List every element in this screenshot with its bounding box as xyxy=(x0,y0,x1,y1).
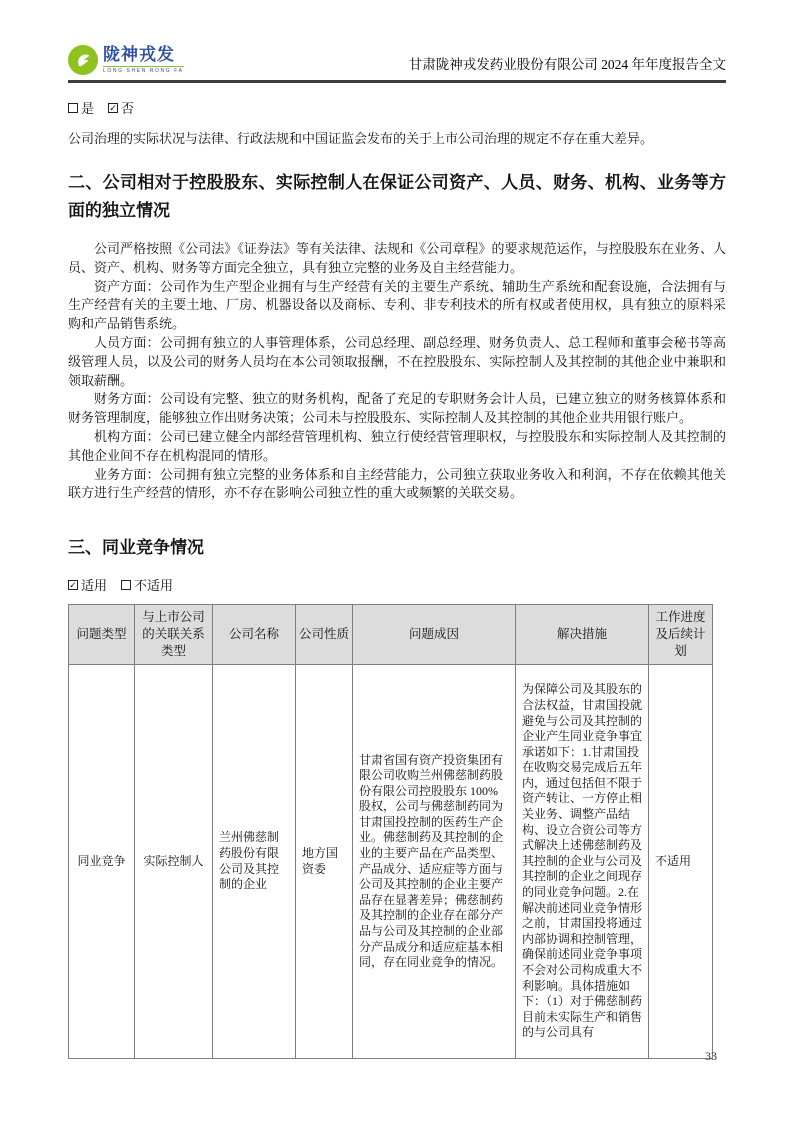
col-header-issue-type: 问题类型 xyxy=(69,605,135,665)
logo-leaf-icon xyxy=(68,45,98,75)
page-number: 33 xyxy=(705,1049,717,1063)
applicability-checkbox-row xyxy=(68,575,726,594)
cell-progress-plan: 不适用 xyxy=(649,665,713,1059)
report-title: 甘肃陇神戎发药业股份有限公司 2024 年年度报告全文 xyxy=(408,57,726,72)
checkbox-label: 是 xyxy=(81,101,95,116)
logo-brand-cn: 陇神戎发 xyxy=(103,45,175,64)
checkbox-label: 适用 xyxy=(81,578,108,594)
col-header-progress-plan: 工作进度及后续计划 xyxy=(649,605,713,665)
col-header-company-name: 公司名称 xyxy=(213,605,296,665)
checkbox-checked-icon: ✓ xyxy=(69,580,77,591)
cell-company-name: 兰州佛慈制药股份有限公司及其控制的企业 xyxy=(213,665,296,1059)
checkbox-label: 否 xyxy=(121,101,135,116)
section2-paragraphs xyxy=(68,240,726,503)
paragraph-business: 业务方面：公司拥有独立完整的业务体系和自主经营能力，公司独立获取业务收入和利润，不存在依赖其他关联方进行生产经营的情形，亦不存在影响公司独立性的重大或频繁的关联交易。 xyxy=(68,466,726,501)
checkbox-option-applicable xyxy=(68,575,107,594)
col-header-relation-type: 与上市公司的关联关系类型 xyxy=(135,605,213,665)
competition-table xyxy=(68,604,713,1059)
paragraph-personnel: 人员方面：公司拥有独立的人事管理体系，公司总经理、副总经理、财务负责人、总工程师和董事会秘书等高级管理人员，以及公司的财务人员均在本公司领取报酬，不在控股股东、实际控制人及其控制的其他企业中兼职和领取薪酬。 xyxy=(68,334,726,388)
col-header-company-nature: 公司性质 xyxy=(296,605,353,665)
governance-statement: 公司治理的实际状况与法律、行政法规和中国证监会发布的关于上市公司治理的规定不存在重大差异。 xyxy=(68,131,654,146)
section3-heading: 三、同业竞争情况 xyxy=(68,538,204,558)
checkbox-option-no xyxy=(108,98,134,117)
checkbox-option-not-applicable xyxy=(121,575,173,594)
page-header xyxy=(68,45,726,83)
paragraph-organization: 机构方面：公司已建立健全内部经营管理机构、独立行使经营管理职权，与控股股东和实际控制人及其控制的其他企业间不存在机构混同的情形。 xyxy=(68,428,726,463)
col-header-issue-cause: 问题成因 xyxy=(353,605,516,665)
paragraph-independence-overview: 公司严格按照《公司法》《证券法》等有关法律、法规和《公司章程》的要求规范运作，与控股股东在业务、人员、资产、机构、财务等方面完全独立，具有独立完整的业务及自主经营能力。 xyxy=(68,241,726,275)
checkbox-icon xyxy=(121,580,131,590)
table-header-row xyxy=(69,605,713,665)
cell-relation-type: 实际控制人 xyxy=(135,665,213,1059)
logo-wordmark xyxy=(103,46,184,74)
checkbox-icon xyxy=(68,103,78,113)
table-row xyxy=(69,665,713,1059)
paragraph-finance: 财务方面：公司设有完整、独立的财务机构，配备了充足的专职财务会计人员，已建立独立的财务核算体系和财务管理制度，能够独立作出财务决策；公司未与控股股东、实际控制人及其控制的其他企业共用银行账户。 xyxy=(68,391,726,426)
cell-issue-type: 同业竞争 xyxy=(69,665,135,1059)
cell-company-nature: 地方国资委 xyxy=(296,665,353,1059)
cell-issue-cause: 甘肃省国有资产投资集团有限公司收购兰州佛慈制药股份有限公司控股股东 100%股权，公司与佛慈制药同为甘肃国投控制的医药生产企业。佛慈制药及其控制的企业的主要产品在产品类型、产品成分、适应症等方面与公司及其控制的企业主要产品存在显著差异；佛慈制药及其控制的企业存在部分产品与公司及其控制的企业部分产品成分和适应症基本相同，存在同业竞争的情况。 xyxy=(353,665,516,1059)
logo-brand-en: LONG SHEN RONG FA xyxy=(103,68,184,74)
checkbox-label: 不适用 xyxy=(134,578,174,594)
paragraph-assets: 资产方面：公司作为生产型企业拥有与生产经营有关的主要生产系统、辅助生产系统和配套设施，合法拥有与生产经营有关的主要土地、厂房、机器设备以及商标、专利、非专利技术的所有权或者使用权，具有独立的原料采购和产品销售系统。 xyxy=(68,278,726,332)
company-logo xyxy=(68,45,184,75)
checkbox-option-yes xyxy=(68,98,94,117)
col-header-solutions: 解决措施 xyxy=(516,605,649,665)
section2-heading: 二、公司相对于控股股东、实际控制人在保证公司资产、人员、财务、机构、业务等方面的独立情况 xyxy=(68,173,726,220)
governance-checkbox-row xyxy=(68,98,726,117)
cell-solutions: 为保障公司及其股东的合法权益，甘肃国投就避免与公司及其控制的企业产生同业竞争事宜承诺如下：1.甘肃国投在收购交易完成后五年内，通过包括但不限于资产转让、一方停止相关业务、调整产品结构、设立合资公司等方式解决上述佛慈制药及其控制的企业与公司及其控制的企业之间现存的同业竞争问题。2.在解决前述同业竞争情形之前，甘肃国投将通过内部协调和控制管理，确保前述同业竞争事项不会对公司构成重大不利影响。具体措施如下：（1）对于佛慈制药目前未实际生产和销售的与公司具有 xyxy=(516,665,649,1059)
checkbox-checked-icon: ✓ xyxy=(109,103,117,114)
